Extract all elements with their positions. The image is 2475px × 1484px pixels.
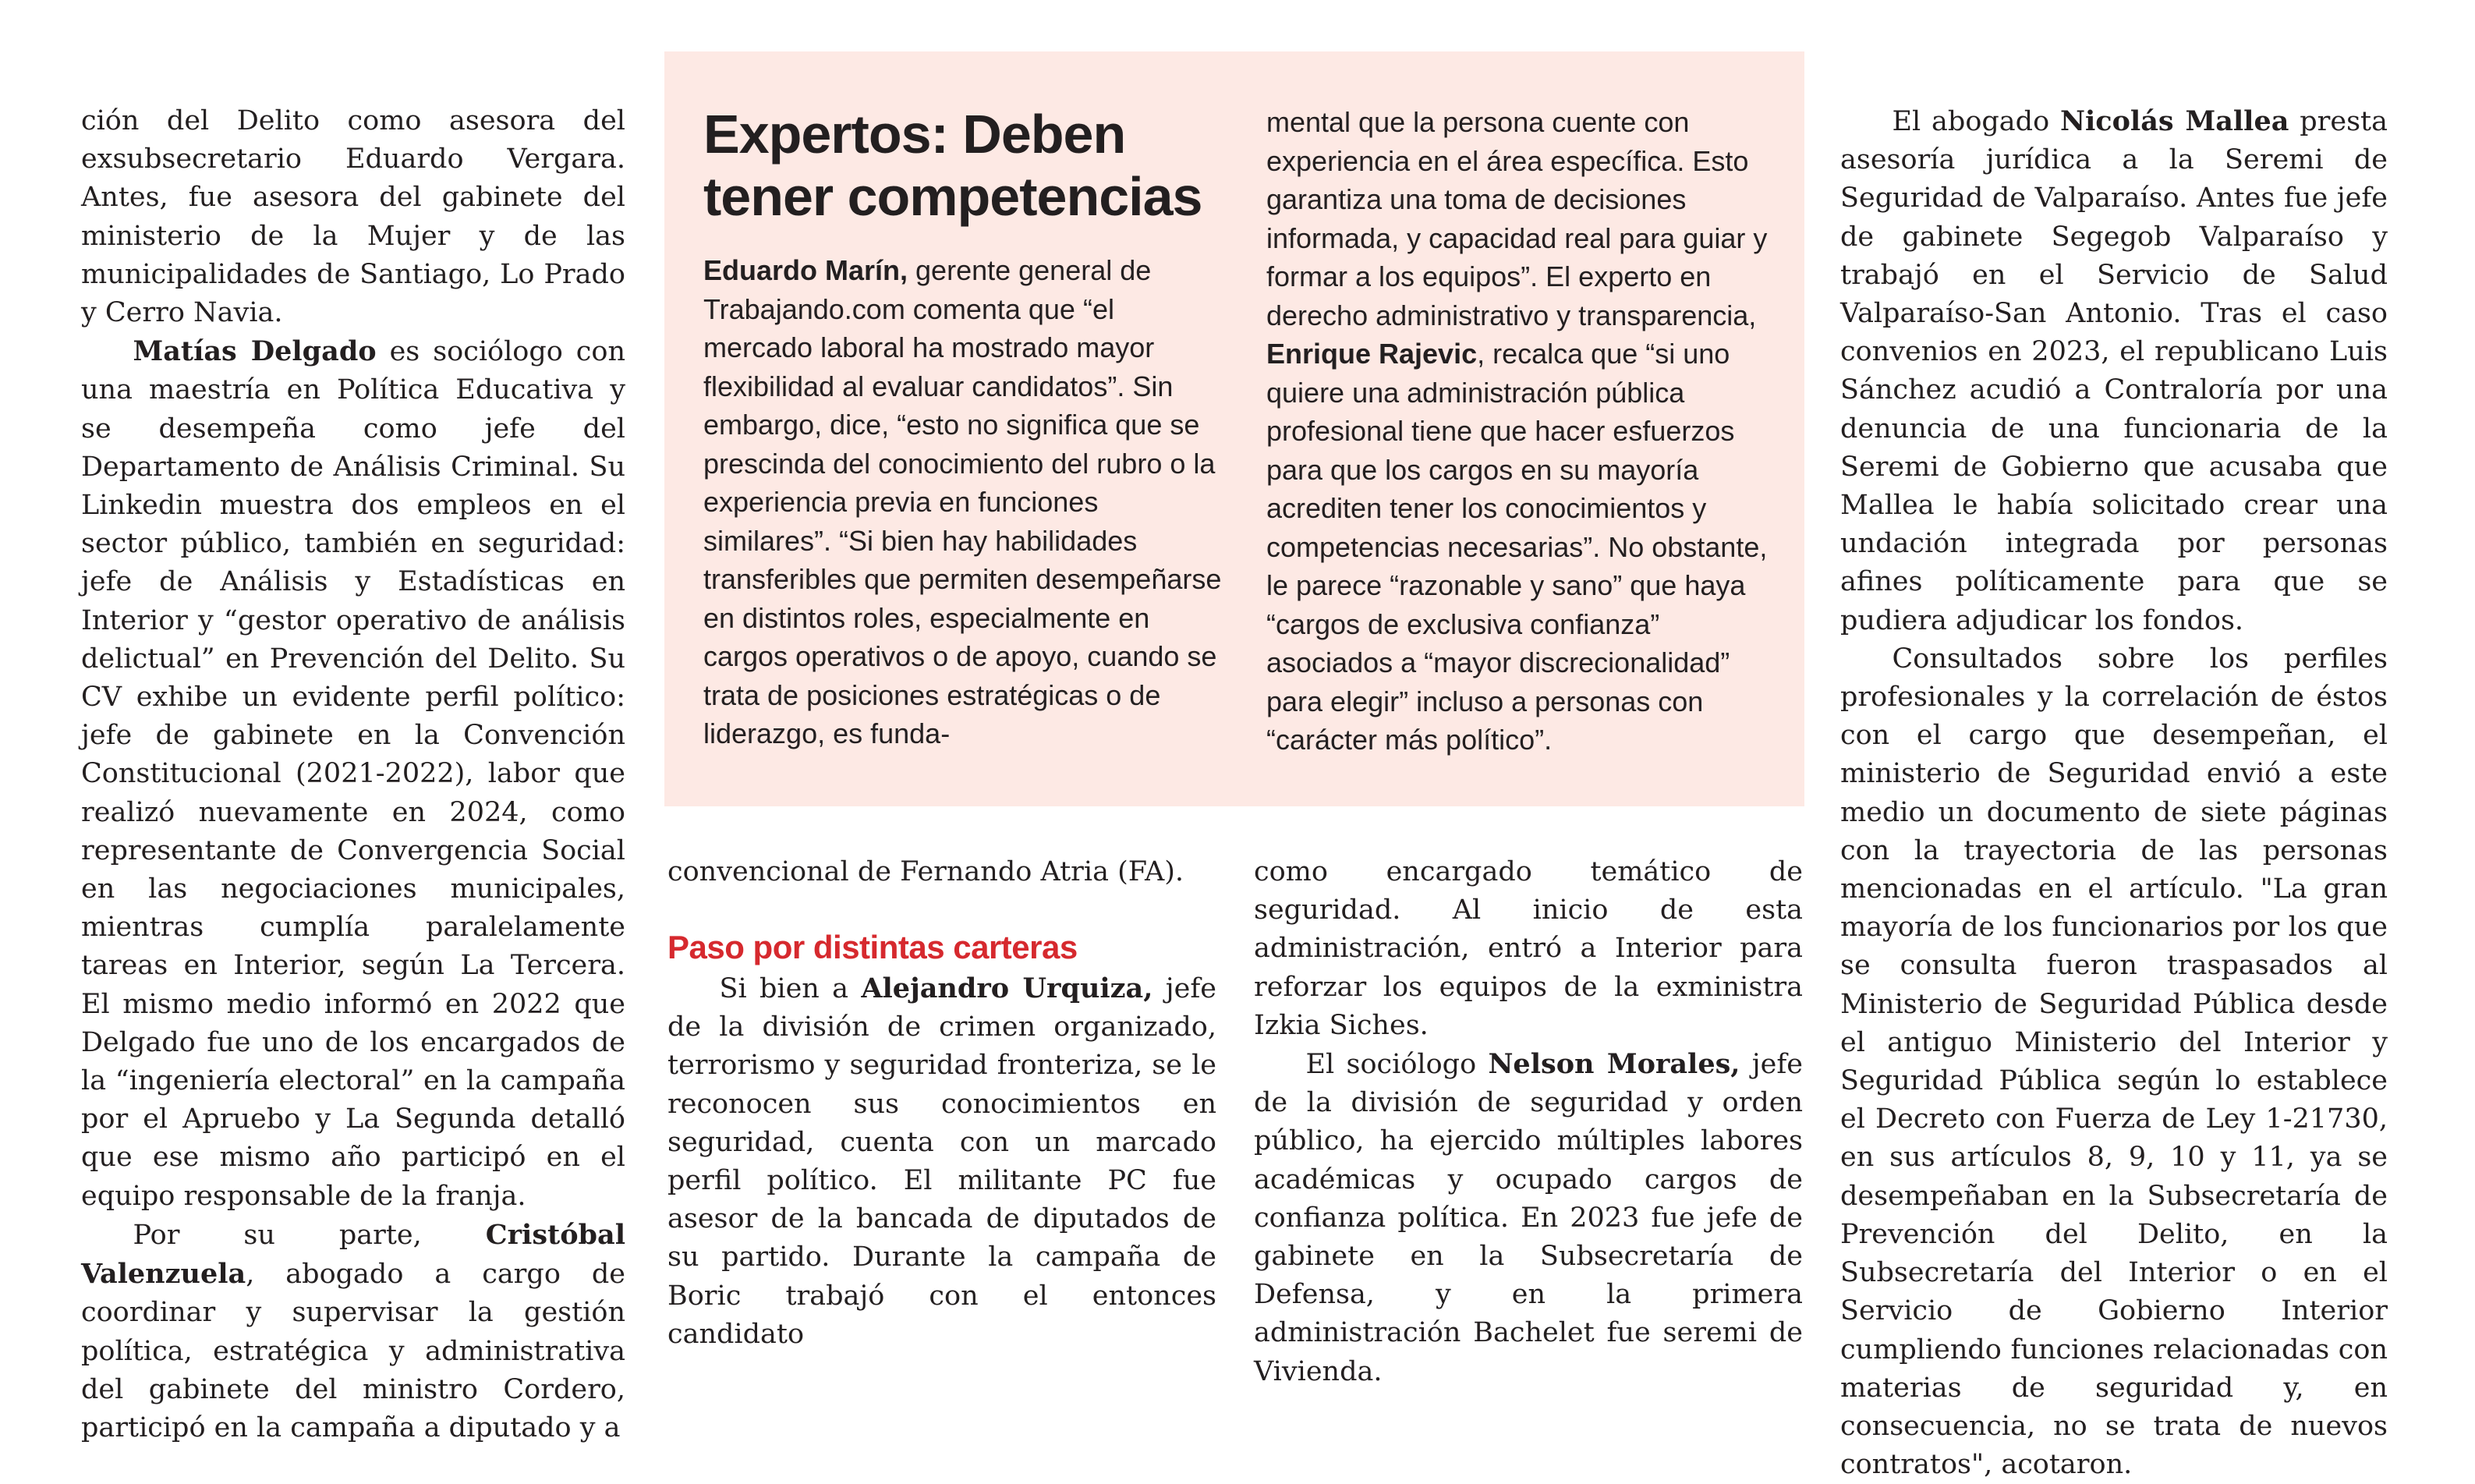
paragraph: convencional de Fernando Atria (FA). bbox=[667, 856, 1184, 887]
section-subheading: Paso por distintas carteras bbox=[667, 929, 1078, 965]
sidebar-column-2: mental que la persona cuente con experiencia en el área específica. Esto garantiza una toma de decisiones informada, y capacidad real para guiar y formar a los equipos”. El experto en derecho administrativo y transparencia, Enrique Rajevic, recalca que “si uno quiere una administración pública profesional tiene que hacer esfuerzos para que los cargos en su mayoría acrediten tener los conocimientos y competencias necesarias”. No obstante, le parece “razonable y sano” que haya “cargos de exclusiva confianza” asociados a “mayor discrecionalidad” para elegir” incluso a personas con “carácter más político”. bbox=[1266, 106, 1768, 756]
paragraph: Matías Delgado es sociólogo con una maestría en Política Educativa y se desempeña como jefe del Departamento de Análisis Criminal. Su Linkedin muestra dos empleos en el sector público, también en seguridad: jefe de Análisis y Estadísticas en Interior y “gestor operativo de análisis delictual” en Prevención del Delito. Su CV exhibe un evidente perfil político: jefe de gabinete en la Convención Constitucional (2021-2022), labor que realizó nuevamente en 2024, como representante de Convergencia Social en las negociaciones municipales, mientras cumplía paralelamente tareas en Interior, según La Tercera. El mismo medio informó en 2022 que Delgado fue uno de los encargados de la “ingeniería electoral” en la campaña por el Apruebo y La Segunda detalló que ese mismo año participó en el equipo responsable de la franja. bbox=[81, 335, 625, 1212]
paragraph: Por su parte, Cristóbal Valenzuela, abogado a cargo de coordinar y supervisar la gestión política, estratégica y administrativa del gabinete del ministro Cordero, participó en la campaña a diputado y a bbox=[81, 1218, 625, 1443]
article-column-3 bbox=[1254, 853, 1803, 1391]
article-column-2 bbox=[667, 853, 1216, 891]
article-column-2-continued bbox=[667, 969, 1216, 1354]
person-name: Eduardo Marín, bbox=[703, 254, 908, 286]
article-column-1 bbox=[81, 102, 625, 1447]
person-name: Nicolás Mallea bbox=[2059, 105, 2289, 137]
paragraph: Consultados sobre los perfiles profesionales y la correlación de éstos con el cargo que desempeñan, el ministerio de Seguridad envió a este medio un documento de siete páginas con la trayectoria de las personas mencionadas en el artículo. "La gran mayoría de los funcionarios por los que se consulta fueron traspasados al Ministerio de Seguridad Pública desde el antiguo Ministerio del Interior y Seguridad Pública según lo establece el Decreto con Fuerza de Ley 1-21730, en sus artículos 8, 9, 10 y 11, ya se desempeñaban en la Subsecretaría de Prevención del Delito, en la Subsecretaría del Interior o en el Servicio de Gobierno Interior cumpliendo funciones relacionadas con materias de seguridad y, en consecuencia, no se trata de nuevos contratos", acotaron. bbox=[1840, 643, 2388, 1481]
paragraph: como encargado temático de seguridad. Al inicio de esta administración, entró a Interior para reforzar los equipos de la exministra Izkia Siches. bbox=[1254, 856, 1803, 1041]
paragraph: El abogado Nicolás Mallea presta asesoría jurídica a la Seremi de Seguridad de Valparaíso. Antes fue jefe de gabinete Segegob Valparaíso y trabajó en el Servicio de Salud Valparaíso-San Antonio. Tras el caso convenios en 2023, el republicano Luis Sánchez acudió a Contraloría por una denuncia de una funcionaria de la Seremi de Gobierno que acusaba que Mallea le había solicitado crear una undación integrada por personas afines políticamente para que se pudiera adjudicar los fondos. bbox=[1840, 105, 2388, 636]
experts-sidebar-box bbox=[664, 51, 1804, 806]
person-name: Enrique Rajevic bbox=[1266, 338, 1478, 370]
paragraph: El sociólogo Nelson Morales, jefe de la división de seguridad y orden público, ha ejercido múltiples labores académicas y ocupado cargos de confianza política. En 2023 fue jefe de gabinete en la Subsecretaría de Defensa, y en la primera administración Bachelet fue seremi de Vivienda. bbox=[1254, 1048, 1803, 1387]
person-name: Matías Delgado bbox=[133, 335, 377, 368]
sidebar-title: Expertos: Deben tener competencias bbox=[703, 104, 1202, 227]
paragraph: ción del Delito como asesora del exsubsecretario Eduardo Vergara. Antes, fue asesora del gabinete del ministerio de la Mujer y de las municipalidades de Santiago, Lo Prado y Cerro Navia. bbox=[81, 105, 625, 329]
sidebar-column-1: Eduardo Marín, gerente general de Trabajando.com comenta que “el mercado laboral ha mostrado mayor flexibilidad al evaluar candidatos”. Sin embargo, dice, “esto no significa que se prescinda del conocimiento del rubro o la experiencia previa en funciones similares”. “Si bien hay habilidades transferibles que permiten desempeñarse en distintos roles, especialmente en cargos operativos o de apoyo, cuando se trata de posiciones estratégicas o de liderazgo, es funda- bbox=[703, 254, 1222, 749]
person-name: Alejandro Urquiza, bbox=[861, 972, 1153, 1004]
person-name: Cristóbal Valenzuela bbox=[81, 1218, 625, 1291]
article-column-4 bbox=[1840, 102, 2388, 1484]
person-name: Nelson Morales, bbox=[1488, 1048, 1740, 1081]
paragraph: Si bien a Alejandro Urquiza, jefe de la división de crimen organizado, terrorismo y seguridad fronteriza, se le reconocen sus conocimientos en seguridad, cuenta con un marcado perfil político. El militante PC fue asesor de la bancada de diputados de su partido. Durante la campaña de Boric trabajó con el entonces candidato bbox=[667, 972, 1216, 1350]
